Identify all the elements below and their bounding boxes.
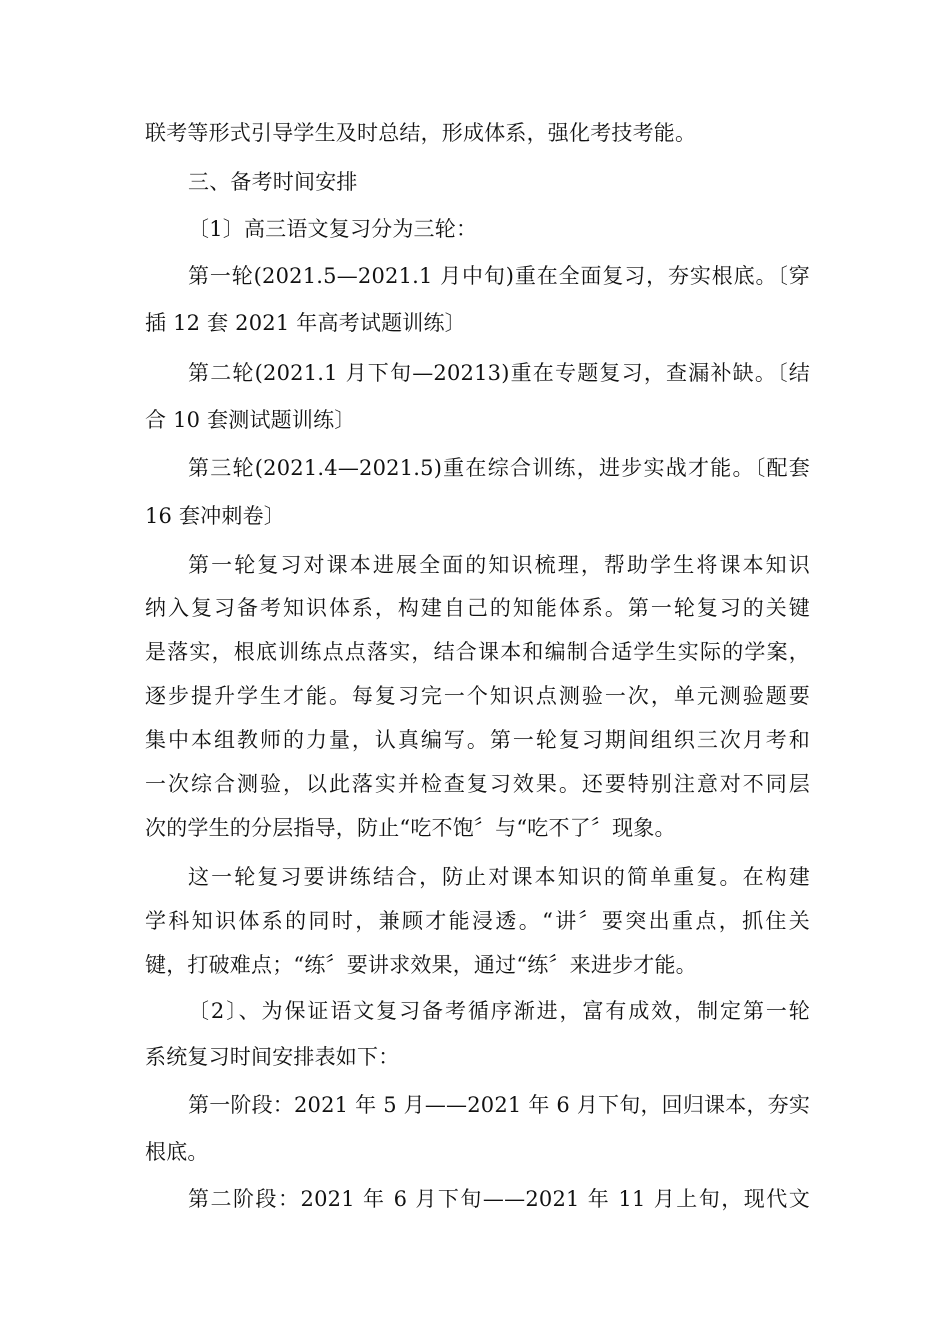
paragraph-line: 第一轮复习对课本进展全面的知识梳理，帮助学生将课本知识: [188, 553, 810, 577]
paragraph-line: 是落实，根底训练点点落实，结合课本和编制合适学生实际的学案，: [145, 640, 810, 664]
paragraph-line: 第一轮(2021.5—2021.1 月中旬)重在全面复习，夯实根底。〔穿: [188, 264, 810, 288]
paragraph-line: 纳入复习备考知识体系，构建自己的知能体系。第一轮复习的关键: [145, 596, 810, 620]
paragraph-line: 根底。: [145, 1140, 209, 1164]
paragraph-line: 联考等形式引导学生及时总结，形成体系，强化考技考能。: [145, 121, 697, 145]
paragraph-line: 集中本组教师的力量，认真编写。第一轮复习期间组织三次月考和: [145, 728, 810, 752]
paragraph-line: 次的学生的分层指导，防止“吃不饱〞与“吃不了〞现象。: [145, 816, 676, 840]
paragraph-line: 插 12 套 2021 年高考试题训练〕: [145, 311, 466, 335]
section-heading: 三、备考时间安排: [188, 170, 358, 194]
subsection-heading: 〔1〕高三语文复习分为三轮：: [188, 217, 478, 241]
paragraph-line: 16 套冲刺卷〕: [145, 504, 285, 528]
paragraph-line: 〔2〕、为保证语文复习备考循序渐进，富有成效，制定第一轮: [188, 999, 810, 1023]
paragraph-line: 第一阶段：2021 年 5 月——2021 年 6 月下旬，回归课本，夯实: [188, 1093, 811, 1117]
paragraph-line: 第二阶段：2021 年 6 月下旬——2021 年 11 月上旬，现代文: [188, 1187, 810, 1211]
paragraph-line: 第三轮(2021.4—2021.5)重在综合训练，进步实战才能。〔配套: [188, 456, 810, 480]
paragraph-line: 这一轮复习要讲练结合，防止对课本知识的简单重复。在构建: [188, 865, 810, 889]
paragraph-line: 合 10 套测试题训练〕: [145, 408, 356, 432]
paragraph-line: 系统复习时间安排表如下：: [145, 1045, 400, 1069]
paragraph-line: 一次综合测验，以此落实并检查复习效果。还要特别注意对不同层: [145, 772, 810, 796]
paragraph-line: 逐步提升学生才能。每复习完一个知识点测验一次，单元测验题要: [145, 684, 810, 708]
paragraph-line: 学科知识体系的同时，兼顾才能浸透。“讲〞要突出重点，抓住关: [145, 909, 810, 933]
paragraph-line: 键，打破难点；“练〞要讲求效果，通过“练〞来进步才能。: [145, 953, 697, 977]
paragraph-line: 第二轮(2021.1 月下旬—20213)重在专题复习，查漏补缺。〔结: [188, 361, 810, 385]
